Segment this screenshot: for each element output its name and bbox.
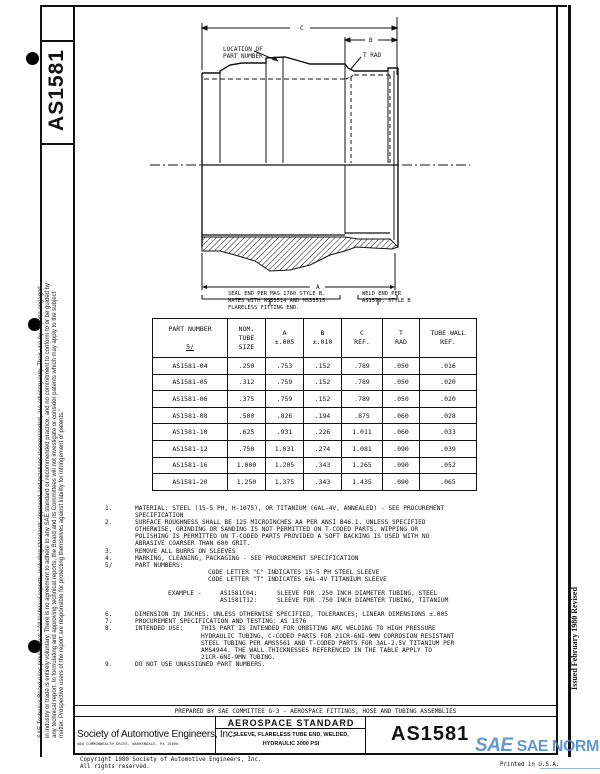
cell: .250 [228, 358, 266, 375]
dimension-table [152, 318, 477, 491]
table-row [153, 440, 477, 457]
cell: .625 [228, 424, 266, 441]
col-t: T RAD [383, 319, 420, 358]
cell: .039 [420, 440, 477, 457]
note-1: 1. MATERIAL: STEEL (15-5 PH, H-1075), OR TITANIUM (6AL-4V, ANNEALED) - SEE PROCUREMENT SPECIFICATION [105, 505, 445, 520]
cell: .090 [383, 440, 420, 457]
example-2: AS1581T12: SLEEVE FOR .750 INCH DIAMETER TUBING, TITANIUM [220, 597, 449, 605]
location-label-2: PART NUMBER [223, 53, 263, 60]
cell: AS1581-04 [153, 358, 228, 375]
cell: .759 [266, 374, 304, 391]
col-c: C REF. [342, 319, 383, 358]
org-block [73, 717, 236, 755]
standard-title: SLEEVE, FLARELESS TUBE END, WELDED, HYDRAULIC 3000 PSI [233, 732, 349, 747]
cell: 1.375 [266, 474, 304, 491]
weld-end-label-1: WELD END PER [362, 291, 401, 297]
note-4: 4. MARKING, CLEANING, PACKAGING - SEE PROCUREMENT SPECIFICATION [105, 554, 359, 562]
cell: .789 [342, 374, 383, 391]
cell: .016 [420, 358, 477, 375]
col-part-number: PART NUMBER 5/ [153, 319, 228, 358]
seal-end-label-3: FLARELESS FITTING END. [228, 305, 300, 311]
doc-number: AS1581 [391, 723, 470, 745]
cell: .020 [420, 391, 477, 408]
cell: 1.031 [266, 440, 304, 457]
cell: .789 [342, 358, 383, 375]
cell: .152 [304, 391, 342, 408]
seal-end-label-1: SEAL END PER MAS 1760 STYLE B. [228, 291, 326, 297]
cell: .194 [304, 407, 342, 424]
weld-end-label-2: AS1579, STYLE B [362, 298, 411, 304]
dim-a-label: A [316, 284, 320, 291]
cell: .375 [228, 391, 266, 408]
cell: .152 [304, 374, 342, 391]
notes-section [105, 505, 565, 668]
cell: 1.435 [342, 474, 383, 491]
cell: .060 [383, 424, 420, 441]
table-row [153, 424, 477, 441]
cell: .152 [304, 358, 342, 375]
cell: .050 [383, 391, 420, 408]
table-row [153, 407, 477, 424]
cell: AS1581-05 [153, 374, 228, 391]
table-row [153, 474, 477, 491]
cell: .875 [342, 407, 383, 424]
sleeve-drawing [150, 15, 470, 315]
printed-in: Printed in U.S.A. [500, 762, 560, 768]
table-row [153, 374, 477, 391]
cell: 1.265 [342, 457, 383, 474]
revision-stamp: Issued February 1980 Revised [570, 587, 579, 690]
cell: .759 [266, 391, 304, 408]
cell: .052 [420, 457, 477, 474]
col-b: B ±.010 [304, 319, 342, 358]
dim-c-label: C [300, 25, 304, 32]
cell: 1.011 [342, 424, 383, 441]
table-row [153, 358, 477, 375]
col-a: A ±.005 [266, 319, 304, 358]
copyright: Copyright 1980 Society of Automotive Engineers, Inc. All rights reserved. [80, 757, 262, 770]
note-3: 3. REMOVE ALL BURRS ON SLEEVES [105, 547, 236, 555]
prepared-by: PREPARED BY SAE COMMITTEE G-3 - AEROSPACE FITTINGS, HOSE AND TUBING ASSEMBLIES [73, 705, 558, 717]
cell: AS1581-16 [153, 457, 228, 474]
cell: AS1581-06 [153, 391, 228, 408]
cell: .050 [383, 358, 420, 375]
cell: .065 [420, 474, 477, 491]
disclaimer-line: in industry or trade is entirely voluntary. There is no agreement to adhere to any SAE standard or recommended practice, and no commitment to conform to or be guided by [45, 282, 51, 738]
note-8: 8. INTENDED USE: THIS PART IS INTENDED FOR ORBITING ARC WELDING TO HIGH PRESSURE HYDRAULIC TUBING, C-CODED PARTS FOR 21CR-6NI-9MN CORROSION RESISTANT STEEL TUBING PER AMS5561 AND T-CODED PARTS FOR 3AL-2.5V TITANIUM PER AMS4944. THE WALL THICKNESSES REFERENCED IN THE TABLE APPLY TO 21CR-6NI-9MN TUBING. [105, 625, 455, 661]
cell: 1.081 [342, 440, 383, 457]
punch-hole-icon [26, 52, 39, 65]
cell: .060 [383, 407, 420, 424]
cell: .931 [266, 424, 304, 441]
t-rad-label: T RAD [363, 52, 382, 59]
disclaimer-line: matter. Prospective users of the report are responsible for protecting themselves against liability for infringement of patents." [59, 409, 65, 738]
disclaimer-line: SAE Technical Board rules provide that: "All technical reports, including standards approved and practices recommended, are advisory only. Their use by anyone engaged [38, 286, 44, 738]
code-letter-t: CODE LETTER "T" INDICATES 6AL-4V TITANIUM SLEEVE [208, 575, 387, 583]
note-6: 6. DIMENSION IN INCHES. UNLESS OTHERWISE SPECIFIED, TOLERANCES; LINEAR DIMENSIONS ±.005 [105, 611, 448, 619]
col-tube-wall: TUBE WALL REF. [420, 319, 477, 358]
example-1: EXAMPLE - AS1581C04: SLEEVE FOR .250 INCH DIAMETER TUBING, STEEL [168, 590, 438, 598]
cell: .274 [304, 440, 342, 457]
table-header-row [153, 319, 477, 358]
cell: .028 [420, 407, 477, 424]
seal-end-label-2: MATES WITH MS33514 AND MS33515 [228, 298, 326, 304]
side-document-id: AS1581 [45, 49, 68, 131]
cell: .753 [266, 358, 304, 375]
table-row [153, 457, 477, 474]
sae-logo-icon: SAE [475, 735, 513, 756]
org-address: 400 COMMONWEALTH DRIVE, WARRENDALE, PA 15096 [77, 742, 179, 746]
cell: .343 [304, 457, 342, 474]
table-row [153, 391, 477, 408]
cell: AS1581-08 [153, 407, 228, 424]
cell: .750 [228, 440, 266, 457]
note-9: 9. DO NOT USE UNASSIGNED PART NUMBERS. [105, 660, 266, 668]
cell: .050 [383, 374, 420, 391]
location-label-1: LOCATION OF [223, 46, 263, 53]
cell: .826 [266, 407, 304, 424]
note-5: 5/ PART NUMBERS: [105, 561, 184, 569]
cell: .312 [228, 374, 266, 391]
cell: .033 [420, 424, 477, 441]
cell: .343 [304, 474, 342, 491]
cell: .020 [420, 374, 477, 391]
sae-norm-watermark: SAE SAE NORM [475, 735, 599, 756]
cell: 1.000 [228, 457, 266, 474]
note-7: 7. PROCUREMENT SPECIFICATION AND TESTING: AS 1576 [105, 618, 307, 626]
cell: .226 [304, 424, 342, 441]
cell: .500 [228, 407, 266, 424]
cell: .090 [383, 474, 420, 491]
cell: AS1581-12 [153, 440, 228, 457]
col-nom-tube-size: NOM. TUBE SIZE [228, 319, 266, 358]
watermark-rule [540, 768, 600, 769]
standard-type: AEROSPACE STANDARD [216, 717, 366, 729]
cell: AS1581-20 [153, 474, 228, 491]
org-name: Society of Automotive Engineers, Inc. [77, 729, 236, 740]
note-2: 2. SURFACE ROUGHNESS SHALL BE 125 MICROINCHES AA PER ANSI B46.1. UNLESS SPECIFIED OTHERWISE, GRINDING OR SANDING IS NOT PERMITTED ON T-CODED PARTS. WIPPING OR POLISHING IS PERMITTED ON T-CODED PARTS PROVIDED A SOFT BACKING IS USED WITH NO ABRASIVE COARSER THAN 600 GRIT. [105, 519, 430, 548]
cell: .789 [342, 391, 383, 408]
code-letter-c: CODE LETTER "C" INDICATES 15-5 PH STEEL SLEEVE [208, 568, 380, 576]
title-block [216, 717, 366, 755]
disclaimer-line: any technical report. In formulating and approving technical reports, the Board and its Committees will not investigate or consider patents which may apply to the subject [52, 291, 58, 738]
cell: .090 [383, 457, 420, 474]
cell: 1.250 [228, 474, 266, 491]
cell: 1.205 [266, 457, 304, 474]
cell: AS1581-10 [153, 424, 228, 441]
dim-b-label: B [369, 37, 373, 44]
